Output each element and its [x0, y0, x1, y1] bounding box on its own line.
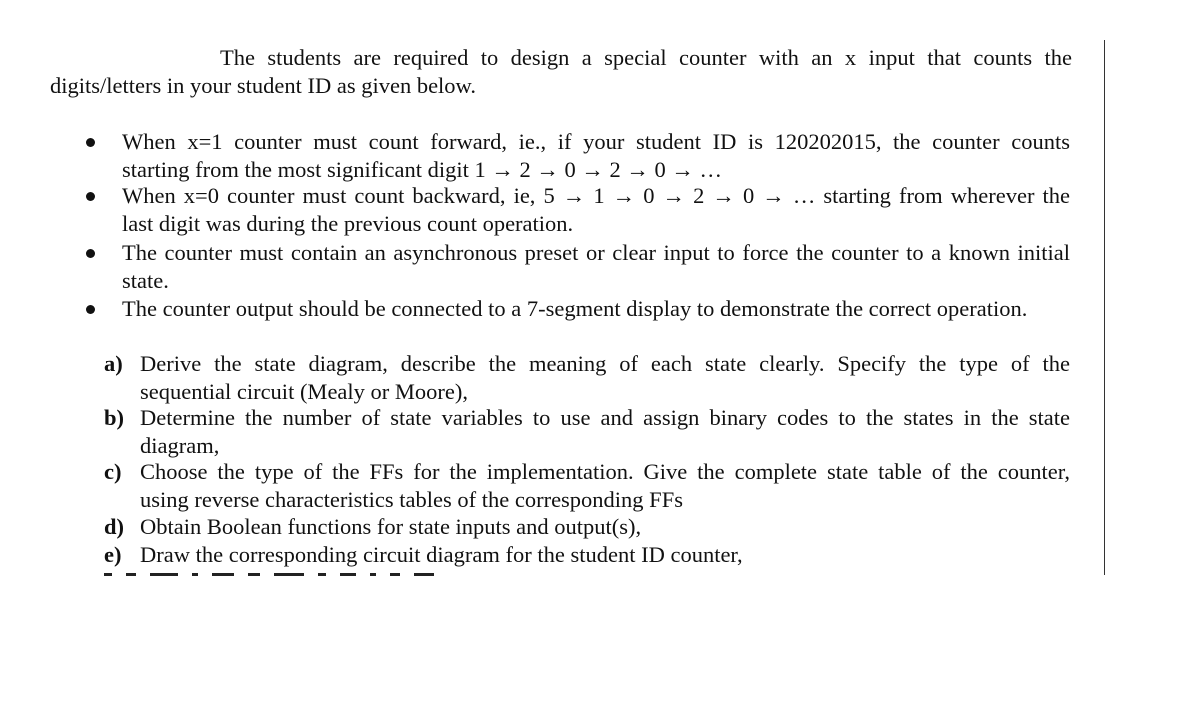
task-line: using reverse characteristics tables of the corresponding FFs — [140, 487, 683, 512]
task-label: d) — [104, 514, 125, 539]
task-line: Determine the number of state variables to use and assign binary codes to the states in the state — [140, 405, 1070, 430]
bullet-dot-icon — [86, 305, 95, 314]
list-item-line: last digit was during the previous count operation. — [122, 211, 574, 236]
task-line: Choose the type of the FFs for the implementation. Give the complete state table of the counter, — [140, 459, 1070, 484]
task-line: sequential circuit (Mealy or Moore), — [140, 379, 469, 404]
task-label: a) — [104, 351, 123, 376]
intro-paragraph — [50, 44, 1072, 100]
cropped-text-line — [104, 573, 504, 579]
list-item-line: state. — [122, 268, 169, 293]
bullet-dot-icon — [86, 192, 95, 201]
list-item-line: The counter must contain an asynchronous preset or clear input to force the counter to a known initial — [122, 240, 1070, 265]
list-item-line: When x=1 counter must count forward, ie., if your student ID is 120202015, the counter counts — [122, 129, 1070, 154]
bullet-dot-icon — [86, 249, 95, 258]
intro-line-1: The students are required to design a special counter with an x input that counts the — [220, 45, 1072, 70]
list-item-line: starting from the most significant digit 1 → 2 → 0 → 2 → 0 → … — [122, 157, 722, 182]
task-label: e) — [104, 542, 122, 567]
task-line: Draw the corresponding circuit diagram for the student ID counter, — [140, 542, 743, 567]
bullet-dot-icon — [86, 138, 95, 147]
task-line: Obtain Boolean functions for state inputs and output(s), — [140, 514, 642, 539]
task-line: Derive the state diagram, describe the meaning of each state clearly. Specify the type of the — [140, 351, 1070, 376]
intro-line-2: digits/letters in your student ID as given below. — [50, 73, 476, 98]
list-item-line: When x=0 counter must count backward, ie, 5 → 1 → 0 → 2 → 0 → … starting from wherever the — [122, 183, 1070, 208]
page-margin-rule — [1104, 40, 1105, 575]
task-line: diagram, — [140, 433, 220, 458]
task-label: b) — [104, 405, 125, 430]
list-item-line: The counter output should be connected to a 7-segment display to demonstrate the correct operation. — [122, 296, 1028, 321]
task-label: c) — [104, 459, 122, 484]
